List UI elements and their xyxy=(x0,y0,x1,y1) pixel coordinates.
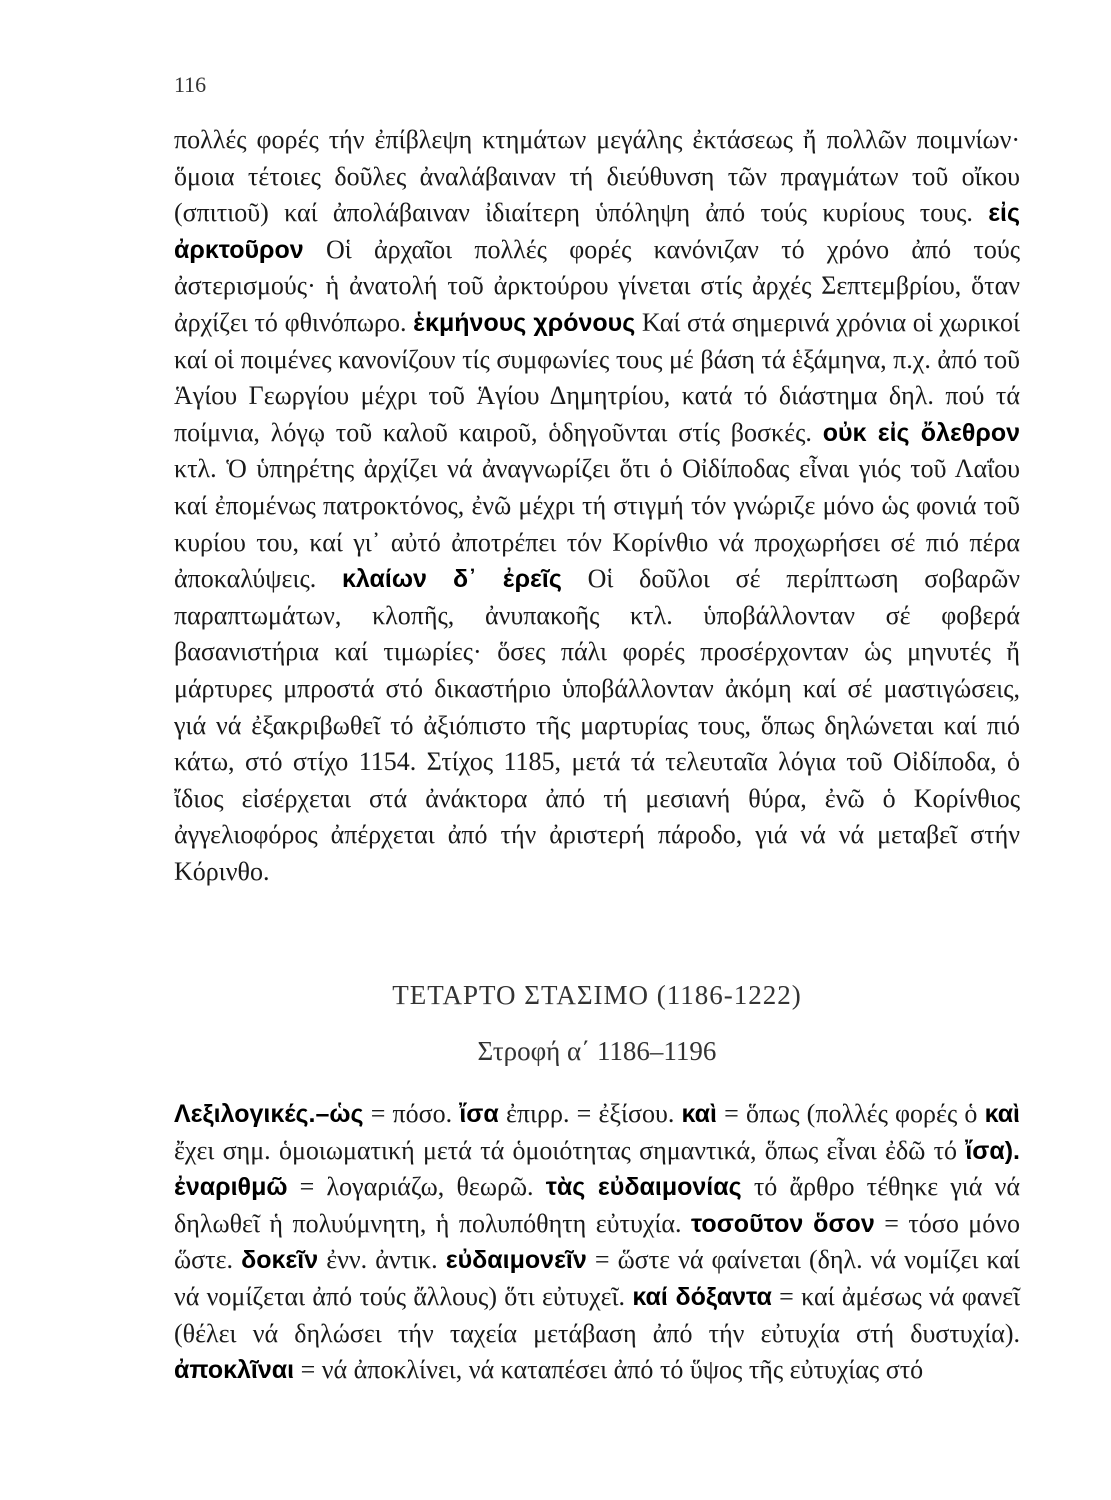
commentary-text-run: Οἱ δοῦλοι σέ περίπτωση σοβαρῶν παραπτωμάτων, κλοπῆς, ἀνυπακοῆς κτλ. ὑποβάλλονταν σέ φοβερά βασανιστήρια καί τιμωρίες· ὅσες πάλι φορές προσέρχονταν ὡς μηνυτές ἤ μάρτυρες μπροστά στό δικαστήριο ὑποβάλλονταν ἀκόμη καί σέ μαστιγώσεις, γιά νά ἐξακριβωθεῖ τό ἀξιόπιστο τῆς μαρτυρίας τους, ὅπως δηλώνεται καί πιό κάτω, στό στίχο 1154. Στίχος 1185, μετά τά τελευταῖα λόγια τοῦ Οἰδίποδα, ὁ ἴδιος εἰσέρχεται στά ἀνάκτορα ἀπό τή μεσιανή θύρα, ἐνῶ ὁ Κορίνθιος ἀγγελιοφόρος ἀπέρχεται ἀπό τήν ἀριστερή πάροδο, γιά νά νά μεταβεῖ στήν Κόρινθο. xyxy=(174,564,1020,886)
lemma-enarithmo: ἐναριθμῶ xyxy=(174,1173,288,1202)
lemma-tosouton-oson: τοσοῦτον ὅσον xyxy=(690,1209,875,1238)
glossary-text-run: = λογαριάζω, θεωρῶ. xyxy=(287,1172,546,1202)
lemma-eis-arktouron: εἰς ἀρκτοῦρον xyxy=(174,199,1020,264)
glossary-text-run: τό ἄρθρο τέθηκε γιά νά δηλωθεῖ ἡ πολυύμνητη, ἡ πολυπόθητη εὐτυχία. xyxy=(174,1172,1020,1238)
glossary-text-run: = τόσο μόνο ὥστε. xyxy=(174,1208,1020,1275)
lemma-kai: καὶ xyxy=(681,1100,717,1128)
commentary-text xyxy=(174,122,1020,890)
glossary-text xyxy=(174,1096,1020,1389)
lemma-isa: ἴσα xyxy=(459,1100,499,1128)
lemma-ekmenous-chronous: ἑκμήνους χρόνους xyxy=(413,308,636,337)
glossary-text-run: = πόσο. xyxy=(363,1099,460,1128)
commentary-text-run: κτλ. Ὁ ὑπηρέτης ἀρχίζει νά ἀναγνωρίζει ὅτι ὁ Οἰδίποδας εἶναι γιός τοῦ Λαΐου καί ἐπομένως πατροκτόνος, ἐνῶ μέχρι τή στιγμή τόν γνώριζε μόνο ὡς φονιά τοῦ κυρίου του, καί γι᾽ αὐτό ἀποτρέπει τόν Κορίνθιο νά προχωρήσει σέ πιό πέρα ἀποκαλύψεις. xyxy=(174,454,1020,594)
lemma-tas-eudaimonias: τὰς εὐδαιμονίας xyxy=(545,1173,742,1202)
lemma-lexilogikes: Λεξιλογικές.–ὡς xyxy=(174,1100,364,1128)
section-subtitle: Στροφή α΄ 1186–1196 xyxy=(477,1036,717,1066)
glossary-paragraph xyxy=(174,1096,1020,1389)
lemma-klaion-d-ereis: κλαίων δ᾽ ἐρεῖς xyxy=(341,565,562,594)
commentary-text-run: Οἱ ἀρχαῖοι πολλές φορές κανόνιζαν τό χρόνο ἀπό τούς ἀστερισμούς· ἡ ἀνατολή τοῦ ἀρκτούρου γίνεται στίς ἀρχές Σεπτεμβρίου, ὅταν ἀρχίζει τό φθινόπωρο. xyxy=(174,234,1020,337)
glossary-text-run: = ὥστε νά φαίνεται (δηλ. νά νομίζει καί νά νομίζεται ἀπό τούς ἄλλους) ὅτι εὐτυχεῖ. xyxy=(174,1245,1021,1311)
glossary-text-run: ἔχει σημ. ὁμοιωματική μετά τά ὁμοιότητας σημαντικά, ὅπως εἶναι ἐδῶ τό xyxy=(174,1135,966,1165)
commentary-text-run: πολλές φορές τήν ἐπίβλεψη κτημάτων μεγάλης ἐκτάσεως ἤ πολλῶν ποιμνίων· ὅμοια τέτοιες δοῦλες ἀναλάβαιναν τή διεύθυνση τῶν πραγμάτων τοῦ οἴκου (σπιτιοῦ) καί ἀπολάβαιναν ἰδιαίτερη ὑπόληψη ἀπό τούς κυρίους τους. xyxy=(174,125,1020,228)
lemma-eudaimonein: εὐδαιμονεῖν xyxy=(445,1246,587,1275)
glossary-text-run: = ὅπως (πολλές φορές ὁ xyxy=(716,1099,985,1128)
lemma-apoklinai: ἀποκλῖναι xyxy=(174,1356,295,1385)
glossary-text-run: = καί ἀμέσως νά φανεῖ (θέλει νά δηλώσει τήν ταχεία μετάβαση ἀπό τήν εὐτυχία στή δυστυχία). xyxy=(174,1281,1021,1348)
commentary-paragraph xyxy=(174,122,1020,890)
commentary-text-run: Καί στά σημερινά χρόνια οἱ χωρικοί καί οἱ ποιμένες κανονίζουν τίς συμφωνίες τους μέ βάση τά ἑξάμηνα, π.χ. ἀπό τοῦ Ἁγίου Γεωργίου μέχρι τοῦ Ἁγίου Δημητρίου, κατά τό διάστημα δηλ. πού τά ποίμνια, λόγῳ τοῦ καλοῦ καιροῦ, ὁδηγοῦνται στίς βοσκές. xyxy=(174,307,1020,447)
lemma-ouk-eis-olethron: οὐκ εἰς ὄλεθρον xyxy=(822,418,1020,447)
lemma-isa-inline: ἴσα). xyxy=(965,1136,1020,1165)
glossary-text-run: ἐπιρρ. = ἐξίσου. xyxy=(498,1099,682,1128)
lemma-kai-inline: καὶ xyxy=(984,1100,1021,1128)
lemma-dokein: δοκεῖν xyxy=(241,1246,319,1275)
section-title: ΤΕΤΑΡΤΟ ΣΤΑΣΙΜΟ (1186-1222) xyxy=(392,980,802,1010)
page-number: 116 xyxy=(174,72,207,97)
glossary-text-run: ἐνν. ἀντικ. xyxy=(318,1245,446,1275)
lemma-kai-doxanta: καί δόξαντα xyxy=(632,1282,772,1311)
glossary-text-run: = νά ἀποκλίνει, νά καταπέσει ἀπό τό ὕψος τῆς εὐτυχίας στό xyxy=(294,1355,924,1385)
